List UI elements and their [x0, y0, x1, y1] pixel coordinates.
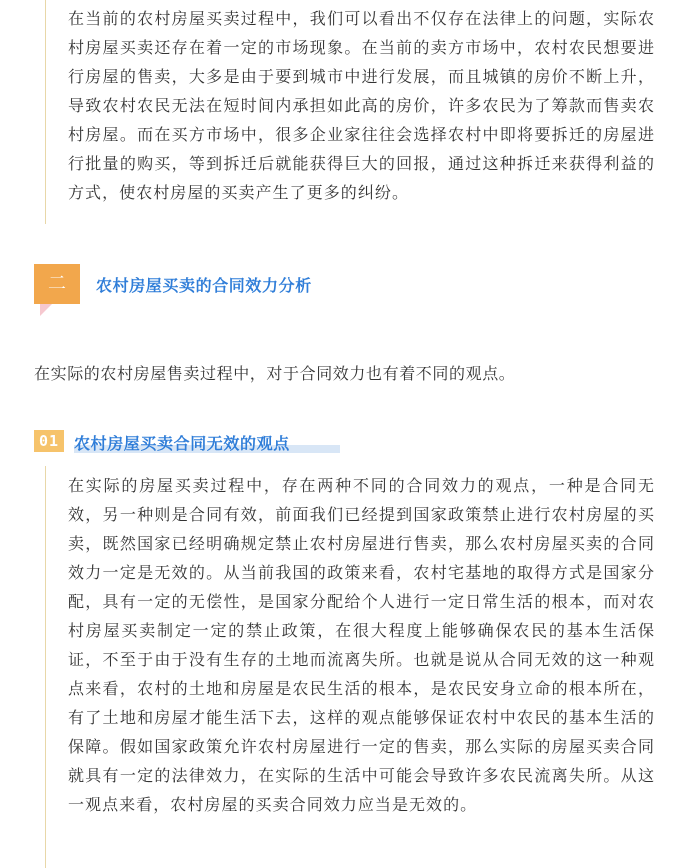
badge-tail-decoration	[40, 304, 52, 316]
intro-paragraph: 在当前的农村房屋买卖过程中，我们可以看出不仅存在法律上的问题，实际农村房屋买卖还存在着一定的市场现象。在当前的卖方市场中，农村农民想要进行房屋的售卖，大多是由于要到城市中进行发展，而且城镇的房价不断上升，导致农村农民无法在短时间内承担如此高的房价，许多农民为了筹款而售卖农村房屋。而在买方市场中，很多企业家往往会选择农村中即将要拆迁的房屋进行批量的购买，等到拆迁后就能获得巨大的回报，通过这种拆迁来获得利益的方式，使农村房屋的买卖产生了更多的纠纷。	[68, 9, 655, 202]
subsection-number: 01	[34, 430, 64, 452]
subsection-one-heading	[34, 428, 434, 456]
section-title: 农村房屋买卖的合同效力分析	[96, 276, 312, 295]
body-quote-block	[45, 466, 655, 868]
section-two-header	[34, 264, 634, 316]
intro-quote-block	[45, 0, 655, 224]
subsection-title: 农村房屋买卖合同无效的观点	[74, 434, 290, 453]
section-number-badge: 二	[34, 264, 80, 304]
body-paragraph: 在实际的房屋买卖过程中，存在两种不同的合同效力的观点，一种是合同无效，另一种则是合同有效，前面我们已经提到国家政策禁止进行农村房屋的买卖，既然国家已经明确规定禁止农村房屋进行售卖，那么农村房屋买卖的合同效力一定是无效的。从当前我国的政策来看，农村宅基地的取得方式是国家分配，具有一定的无偿性，是国家分配给个人进行一定日常生活的根本，而对农村房屋买卖制定一定的禁止政策，在很大程度上能够确保农民的基本生活保证，不至于由于没有生存的土地而流离失所。也就是说从合同无效的这一种观点来看，农村的土地和房屋是农民生活的根本，是农民安身立命的根本所在，有了土地和房屋才能生活下去，这样的观点能够保证农村中农民的基本生活的保障。假如国家政策允许农村房屋进行一定的售卖，那么实际的房屋买卖合同就具有一定的法律效力，在实际的生活中可能会导致许多农民流离失所。从这一观点来看，农村房屋的买卖合同效力应当是无效的。	[68, 476, 655, 814]
section-intro-paragraph: 在实际的农村房屋售卖过程中，对于合同效力也有着不同的观点。	[34, 364, 516, 383]
